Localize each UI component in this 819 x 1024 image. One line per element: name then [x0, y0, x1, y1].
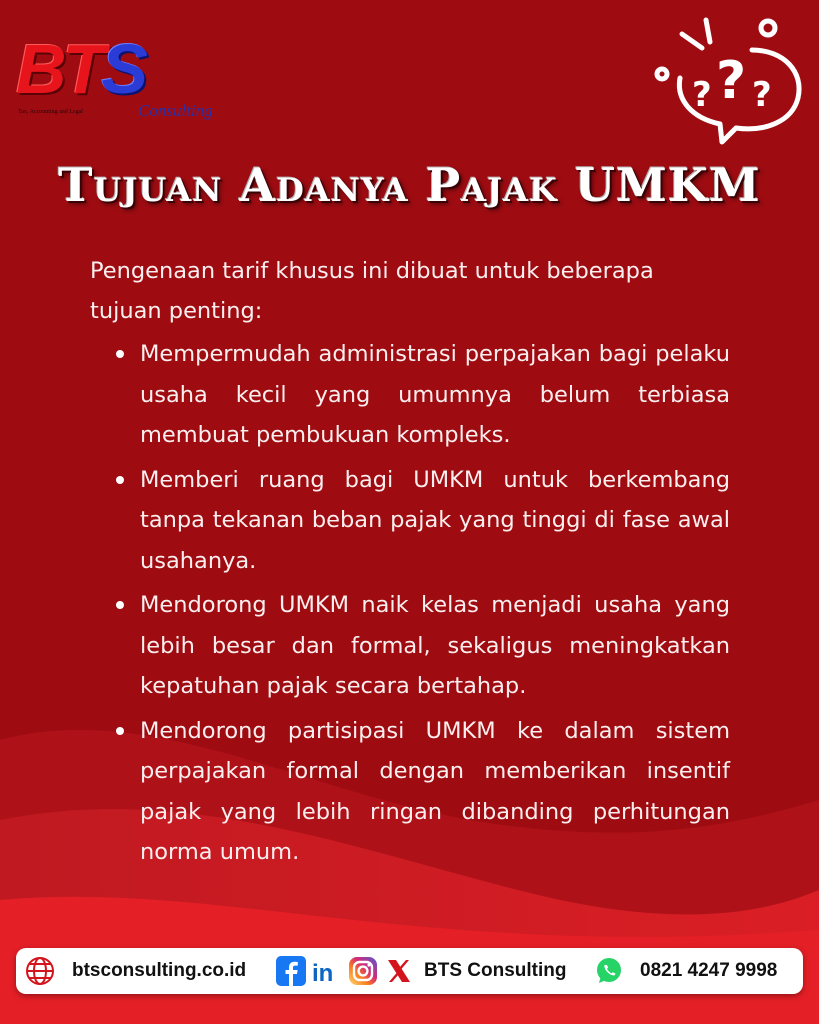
list-item-text: Mendorong partisipasi UMKM ke dalam sistem perpajakan formal dengan memberikan insentif pajak yang lebih ringan dibanding perhitungan norma umum.	[140, 717, 730, 865]
intro-paragraph: Pengenaan tarif khusus ini dibuat untuk beberapa tujuan penting:	[90, 258, 654, 324]
svg-text:?: ?	[716, 51, 747, 111]
company-logo	[14, 30, 214, 126]
whatsapp-icon[interactable]	[594, 956, 624, 986]
instagram-icon[interactable]	[348, 956, 378, 986]
bullet-dot	[116, 601, 124, 609]
logo-letters-bt: BT	[16, 30, 102, 108]
phone-number[interactable]: 0821 4247 9998	[640, 960, 778, 981]
list-item-text: Memberi ruang bagi UMKM untuk berkembang tanpa tekanan beban pajak yang tinggi di fase awal usahanya.	[140, 466, 730, 574]
logo-consulting-text: Consulting	[138, 101, 213, 120]
list-item-text: Mempermudah administrasi perpajakan bagi pelaku usaha kecil yang umumnya belum terbiasa membuat pembukuan kompleks.	[140, 341, 730, 448]
svg-text:?: ?	[752, 75, 772, 115]
social-account-name[interactable]: BTS Consulting	[424, 960, 567, 981]
linkedin-icon[interactable]	[312, 956, 342, 986]
list-item-text: Mendorong UMKM naik kelas menjadi usaha yang lebih besar dan formal, sekaligus meningkatkan kepatuhan pajak secara bertahap.	[140, 592, 730, 699]
x-icon[interactable]	[384, 956, 414, 986]
bullet-dot	[116, 476, 124, 484]
logo-letters	[16, 30, 145, 108]
logo-tagline: Tax, Accounting and Legal	[18, 109, 83, 115]
bullet-dot	[116, 727, 124, 735]
contact-footer	[16, 948, 803, 994]
list-item	[90, 585, 730, 707]
website-link[interactable]: btsconsulting.co.id	[72, 960, 247, 981]
svg-text:?: ?	[692, 75, 712, 115]
facebook-icon[interactable]	[276, 956, 306, 986]
purpose-list	[90, 334, 730, 877]
svg-text:in: in	[312, 960, 334, 986]
page-title: Tujuan Adanya Pajak UMKM	[58, 158, 761, 212]
globe-icon	[25, 956, 55, 986]
logo-letter-s: S	[101, 30, 145, 108]
bullet-dot	[116, 350, 124, 358]
list-item	[90, 334, 730, 456]
list-item	[90, 711, 730, 873]
list-item	[90, 460, 730, 582]
question-speech-bubble-icon	[652, 14, 808, 150]
